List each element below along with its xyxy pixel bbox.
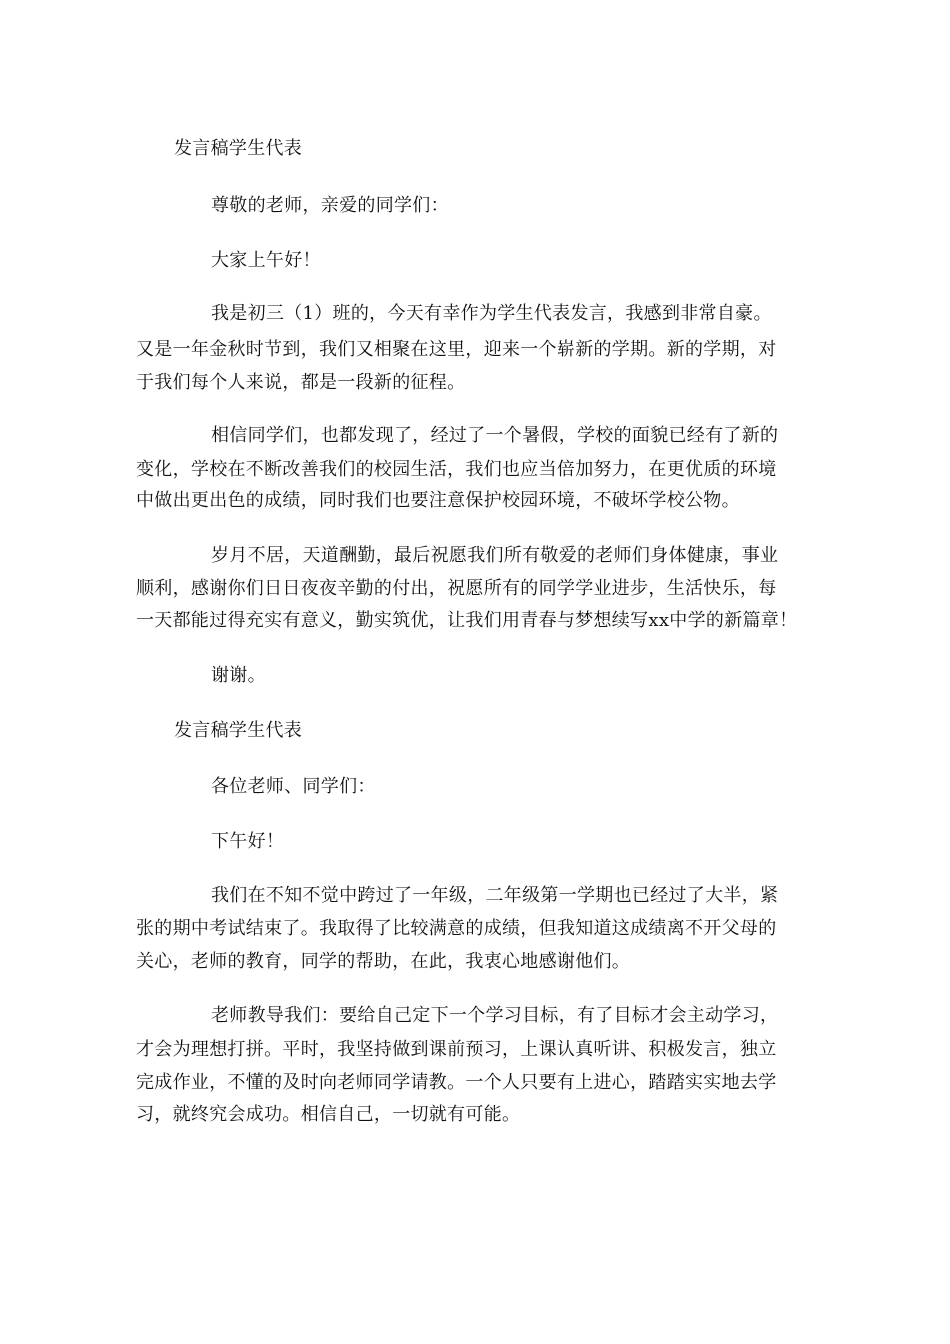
speech1-para2-line2: 变化，学校在不断改善我们的校园生活，我们也应当倍加努力，在更优质的环境 bbox=[136, 459, 777, 480]
speech2-para1-line1: 我们在不知不觉中跨过了一年级，二年级第一学期也已经过了大半，紧 bbox=[211, 885, 779, 906]
speech1-title: 发言稿学生代表 bbox=[174, 138, 303, 159]
speech1-para3-line2: 顺利，感谢你们日日夜夜辛勤的付出，祝愿所有的同学学业进步，生活快乐，每 bbox=[136, 578, 777, 599]
speech2-greeting: 各位老师、同学们： bbox=[211, 776, 376, 797]
speech2-para2-line3: 完成作业，不懂的及时向老师同学请教。一个人只要有上进心，踏踏实实地去学 bbox=[136, 1072, 777, 1093]
speech1-para1-line2: 又是一年金秋时节到，我们又相聚在这里，迎来一个崭新的学期。新的学期，对 bbox=[136, 339, 777, 360]
speech2-para1-line2: 张的期中考试结束了。我取得了比较满意的成绩，但我知道这成绩离不开父母的 bbox=[136, 918, 777, 939]
speech1-para1-line1: 我是初三（1）班的，今天有幸作为学生代表发言，我感到非常自豪。 bbox=[211, 303, 772, 324]
speech1-greeting: 尊敬的老师，亲爱的同学们： bbox=[211, 195, 449, 216]
speech2-para2-line1: 老师教导我们：要给自己定下一个学习目标，有了目标才会主动学习， bbox=[211, 1005, 779, 1026]
speech2-para2-line2: 才会为理想打拼。平时，我坚持做到课前预习，上课认真听讲、积极发言，独立 bbox=[136, 1039, 777, 1060]
speech2-para2-line4: 习，就终究会成功。相信自己，一切就有可能。 bbox=[136, 1104, 521, 1125]
speech1-para2-line3: 中做出更出色的成绩，同时我们也要注意保护校园环境，不破坏学校公物。 bbox=[136, 490, 740, 511]
speech2-para1-line3: 关心，老师的教育，同学的帮助，在此，我衷心地感谢他们。 bbox=[136, 951, 631, 972]
speech1-para2-line1: 相信同学们，也都发现了，经过了一个暑假，学校的面貌已经有了新的 bbox=[211, 425, 779, 446]
speech1-thanks: 谢谢。 bbox=[211, 665, 266, 686]
speech1-para3-line1: 岁月不居，天道酬勤，最后祝愿我们所有敬爱的老师们身体健康，事业 bbox=[211, 545, 779, 566]
speech1-para3-line3: 一天都能过得充实有意义，勤实筑优，让我们用青春与梦想续写xx中学的新篇章！ bbox=[136, 610, 798, 631]
speech1-para1-line3: 于我们每个人来说，都是一段新的征程。 bbox=[136, 372, 466, 393]
speech1-hello: 大家上午好！ bbox=[211, 250, 321, 271]
speech2-hello: 下午好！ bbox=[211, 831, 285, 852]
speech2-title: 发言稿学生代表 bbox=[174, 720, 303, 741]
